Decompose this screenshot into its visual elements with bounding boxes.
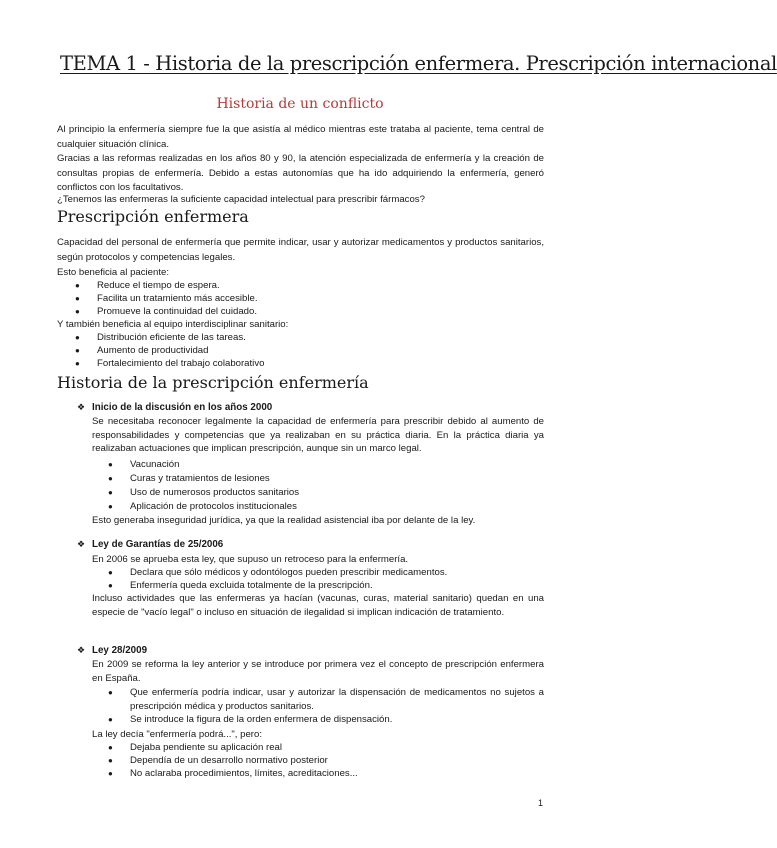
team-benefits-intro: Y también beneficia al equipo interdisciplinar sanitario: (57, 319, 289, 330)
intro-paragraph-2: Gracias a las reformas realizadas en los años 80 y 90, la atención especializada de enfermería y la creación de consultas propias de enfermería. Debido a estas autonomías que ha ido adquiriendo la enfermería, generó conflictos con los facultativos. (57, 153, 544, 194)
list-item: ● Vacunación (108, 459, 180, 470)
patient-benefits-intro: Esto beneficia al paciente: (57, 267, 170, 278)
list-item: ● Fortalecimiento del trabajo colaborativo (75, 358, 265, 369)
heading-prescripcion-enfermera: Prescripción enfermera (57, 207, 249, 226)
list-item: ● Distribución eficiente de las tareas. (75, 332, 246, 343)
list-item: ● Reduce el tiempo de espera. (75, 280, 220, 291)
list-item: ● Curas y tratamientos de lesiones (108, 473, 270, 484)
block1-closing: Esto generaba inseguridad jurídica, ya que la realidad asistencial iba por delante de la ley. (92, 515, 476, 526)
block3-text: En 2009 se reforma la ley anterior y se introduce por primera vez el concepto de prescripción enfermera en España. (92, 659, 544, 684)
block2-closing: Incluso actividades que las enfermeras ya hacían (vacunas, curas, material sanitario) quedan en una especie de "vacío legal" o incluso en situación de ilegalidad si implican indicación de tratamiento. (92, 593, 544, 618)
block2-title: Ley de Garantías de 25/2006 (92, 539, 224, 550)
list-item: ● Que enfermería podría indicar, usar y autorizar la dispensación de medicamentos no sujetos a prescripción médica y productos sanitarios. (108, 687, 544, 712)
intro-paragraph-1: Al principio la enfermería siempre fue la que asistía al médico mientras este trataba al paciente, tema central de cualquier situación clínica. (57, 124, 544, 150)
list-item: ● Uso de numerosos productos sanitarios (108, 487, 300, 498)
list-item: ● Se introduce la figura de la orden enfermera de dispensación. (108, 714, 393, 725)
block3-said: La ley decía "enfermería podrá...", pero: (92, 729, 262, 740)
block1-title: Inicio de la discusión en los años 2000 (92, 402, 273, 413)
document-title: TEMA 1 - Historia de la prescripción enfermera. Prescripción internacional (60, 52, 777, 75)
list-item: ● Aumento de productividad (75, 345, 209, 356)
block3-title: Ley 28/2009 (92, 645, 148, 656)
list-item: ● Promueve la continuidad del cuidado. (75, 306, 258, 317)
section-subtitle: Historia de un conflicto (216, 96, 384, 112)
list-item: ● No aclaraba procedimientos, límites, acreditaciones... (108, 768, 358, 779)
page-number: 1 (538, 798, 544, 808)
diamond-bullet-icon: ❖ (77, 645, 86, 655)
list-item: ● Aplicación de protocolos institucionales (108, 501, 297, 512)
list-item: ● Facilita un tratamiento más accesible. (75, 293, 258, 304)
definition-paragraph: Capacidad del personal de enfermería que permite indicar, usar y autorizar medicamentos y productos sanitarios, según protocolos y competencias legales. (57, 237, 544, 263)
list-item: ● Enfermería queda excluida totalmente de la prescripción. (108, 580, 373, 591)
list-item: ● Dejaba pendiente su aplicación real (108, 742, 283, 753)
heading-historia: Historia de la prescripción enfermería (57, 373, 369, 392)
list-item: ● Dependía de un desarrollo normativo posterior (108, 755, 328, 766)
diamond-bullet-icon: ❖ (77, 539, 86, 549)
intro-question: ¿Tenemos las enfermeras la suficiente capacidad intelectual para prescribir fármacos? (57, 194, 425, 205)
block1-text: Se necesitaba reconocer legalmente la capacidad de enfermería para prescribir debido al aumento de responsabilidades y competencias que ya realizaban en su práctica diaria. En la práctica diaria ya realizaban actuaciones que implican prescripción, aunque sin un marco legal. (92, 416, 544, 454)
diamond-bullet-icon: ❖ (77, 402, 86, 412)
list-item: ● Declara que sólo médicos y odontólogos pueden prescribir medicamentos. (108, 567, 448, 578)
block2-text: En 2006 se aprueba esta ley, que supuso un retroceso para la enfermería. (92, 554, 409, 565)
